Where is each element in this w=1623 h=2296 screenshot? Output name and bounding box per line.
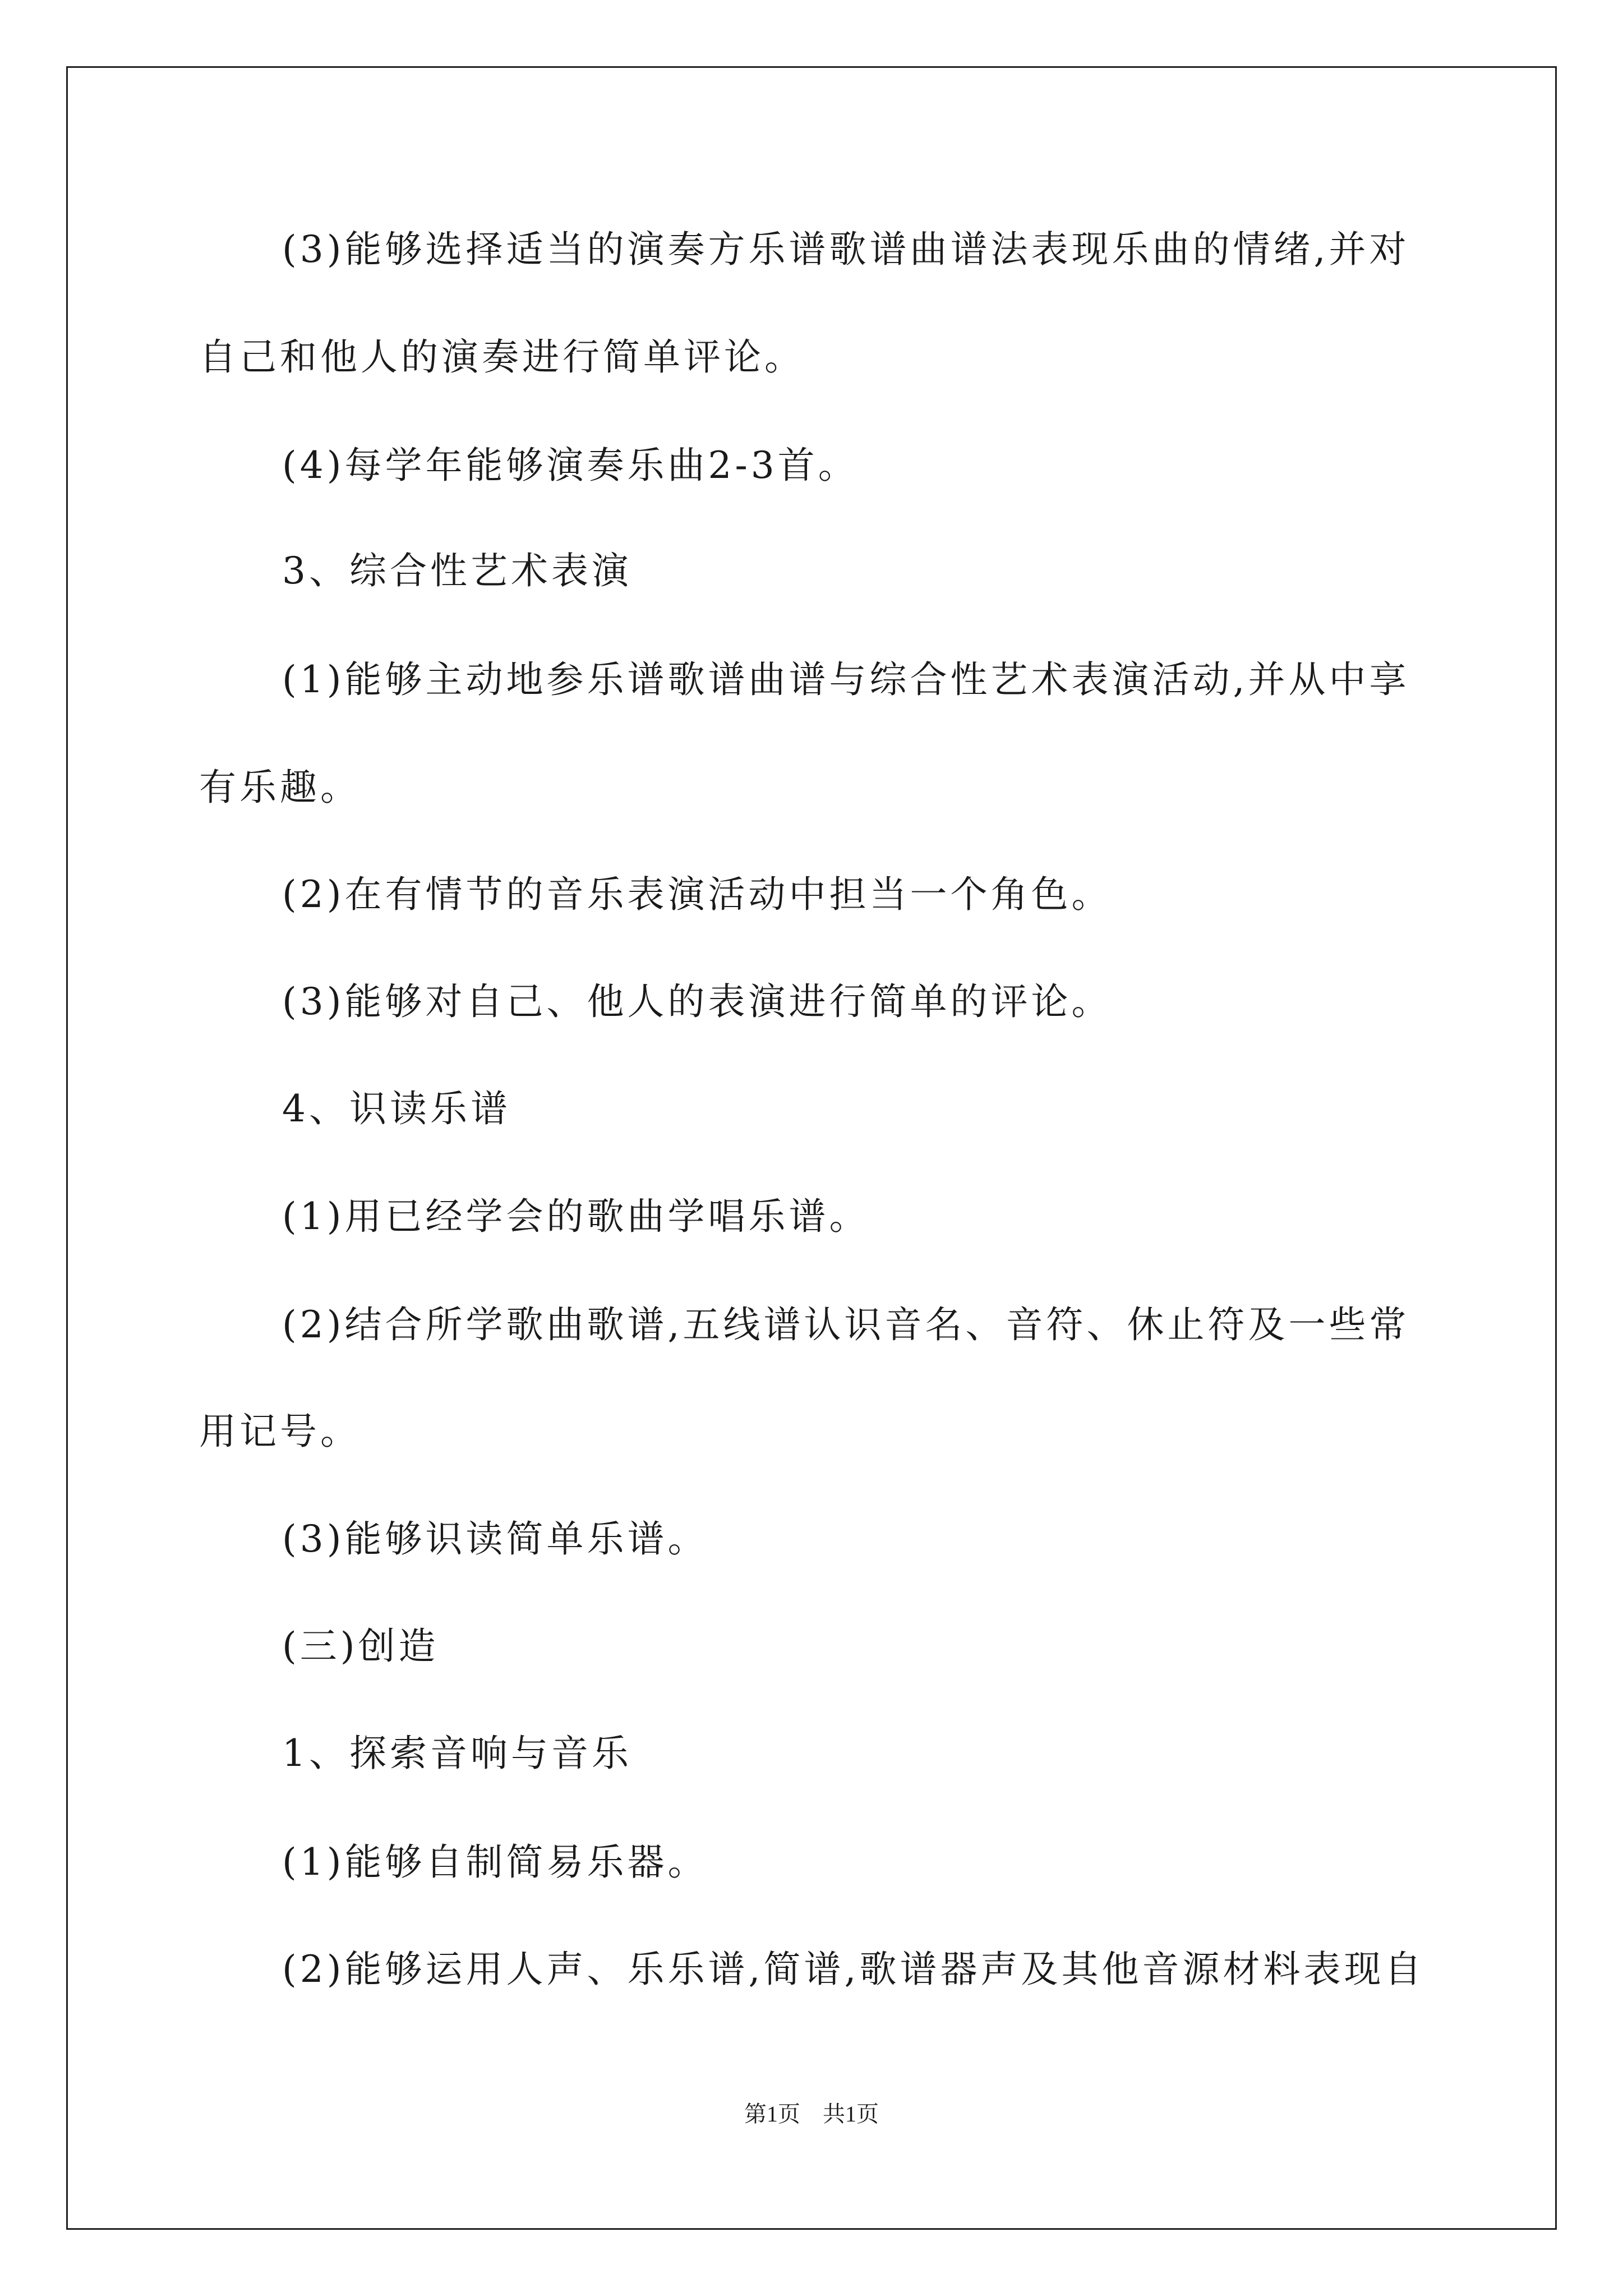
section-heading: 4、识读乐谱 bbox=[282, 1087, 511, 1130]
page-border bbox=[66, 66, 1557, 2230]
paragraph-line: (3)能够识读简单乐谱。 bbox=[282, 1517, 708, 1561]
paragraph-line: (1)用已经学会的歌曲学唱乐谱。 bbox=[282, 1195, 870, 1238]
paragraph-line: 用记号。 bbox=[199, 1410, 361, 1453]
section-heading: 3、综合性艺术表演 bbox=[282, 549, 632, 592]
paragraph-line: (4)每学年能够演奏乐曲2-3首。 bbox=[282, 444, 859, 487]
section-heading: (三)创造 bbox=[282, 1625, 439, 1668]
paragraph-line: 自己和他人的演奏进行简单评论。 bbox=[199, 335, 805, 379]
paragraph-line: (3)能够选择适当的演奏方乐谱歌谱曲谱法表现乐曲的情绪,并对 bbox=[282, 228, 1410, 271]
paragraph-line: (1)能够自制简易乐器。 bbox=[282, 1841, 708, 1884]
section-heading: 1、探索音响与音乐 bbox=[282, 1732, 632, 1775]
paragraph-line: (2)在有情节的音乐表演活动中担当一个角色。 bbox=[282, 873, 1112, 916]
paragraph-line: (1)能够主动地参乐谱歌谱曲谱与综合性艺术表演活动,并从中享 bbox=[282, 658, 1410, 701]
paragraph-line: (2)能够运用人声、乐乐谱,简谱,歌谱器声及其他音源材料表现自 bbox=[282, 1948, 1425, 1991]
page-number-footer: 第1页 共1页 bbox=[744, 2101, 879, 2127]
paragraph-line: (3)能够对自己、他人的表演进行简单的评论。 bbox=[282, 980, 1112, 1023]
paragraph-line: (2)结合所学歌曲歌谱,五线谱认识音名、音符、休止符及一些常 bbox=[282, 1303, 1410, 1346]
paragraph-line: 有乐趣。 bbox=[199, 766, 361, 809]
